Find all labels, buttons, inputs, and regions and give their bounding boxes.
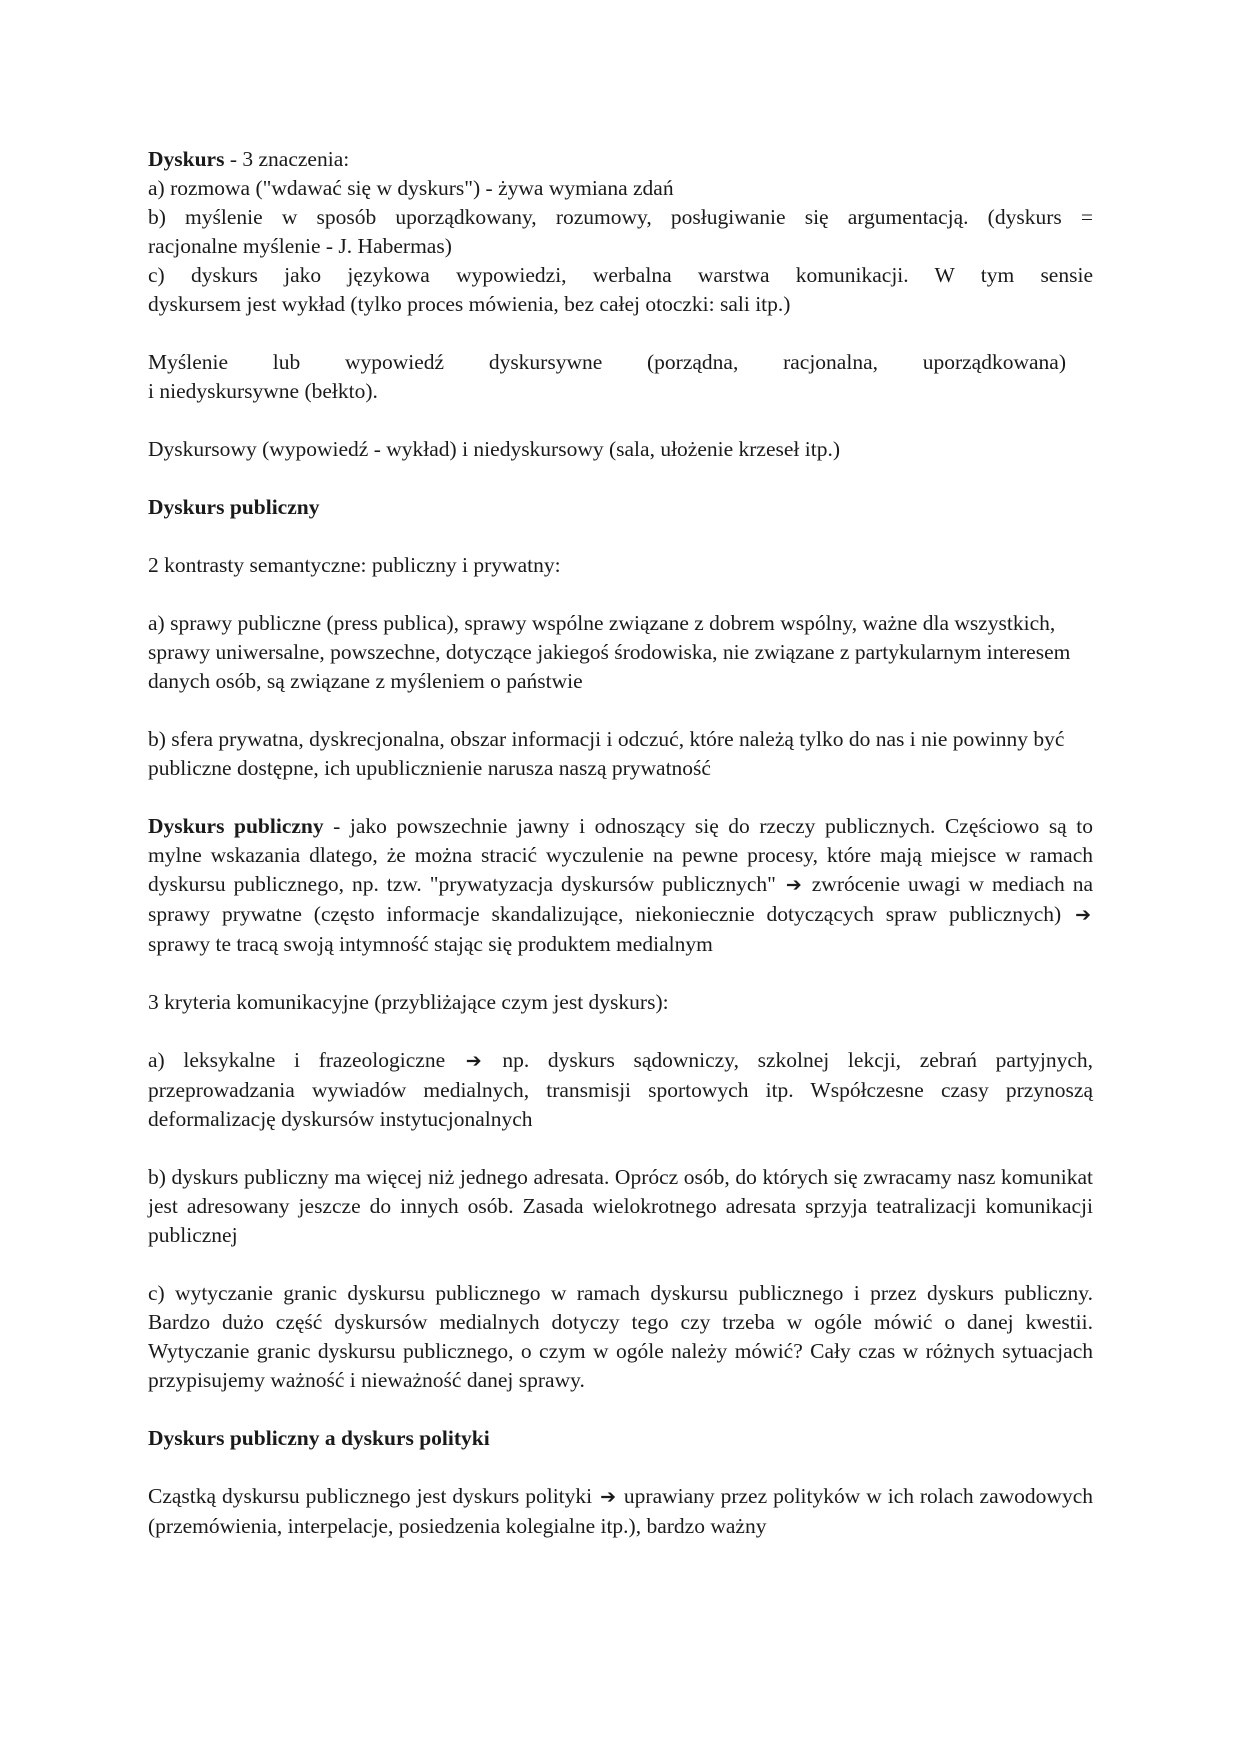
meaning-c-line1: c) dyskurs jako językowa wypowiedzi, werbalna warstwa komunikacji. W tym sensie xyxy=(148,263,1093,287)
meaning-b-line2: racjonalne myślenie - J. Habermas) xyxy=(148,234,452,258)
paragraph-contrast-b: b) sfera prywatna, dyskrecjonalna, obszar informacji i odczuć, które należą tylko do nas i nie powinny być publiczne dostępne, ich upublicznienie narusza naszą prywatność xyxy=(148,727,1065,780)
paragraph-criteria-b: b) dyskurs publiczny ma więcej niż jednego adresata. Oprócz osób, do których się zwracamy nasz komunikat jest adresowany jeszcze do innych osób. Zasada wielokrotnego adresata sprzyja teatralizacji komunikacji publicznej xyxy=(148,1165,1093,1247)
paragraph-public-discourse-definition: Dyskurs publiczny - jako powszechnie jawny i odnoszący się do rzeczy publicznych. Częściowo są to mylne wskazania dlatego, że można stracić wyczulenie na pewne procesy, które mają miejsce w ramach dyskursu publicznego, np. tzw. "prywatyzacja dyskursów publicznych" ➔ zwrócenie uwagi w mediach na sprawy prywatne (często informacje skandalizujące, niekoniecznie dotyczących spraw publicznych) ➔ sprawy te tracą swoją intymność stając się produktem medialnym xyxy=(148,814,1093,956)
term-dyskurs-publiczny: Dyskurs publiczny xyxy=(148,814,324,838)
paragraph-dyskursowy: Dyskursowy (wypowiedź - wykład) i niedyskursowy (sala, ułożenie krzeseł itp.) xyxy=(148,437,841,461)
meaning-a: a) rozmowa ("wdawać się w dyskurs") - żywa wymiana zdań xyxy=(148,176,674,200)
paragraph-discursive xyxy=(148,348,1093,406)
arrow-right-icon: ➔ xyxy=(465,1050,482,1072)
paragraph-contrasts-intro: 2 kontrasty semantyczne: publiczny i prywatny: xyxy=(148,553,561,577)
document-body xyxy=(148,145,1093,1541)
heading-dyskurs-publiczny: Dyskurs publiczny xyxy=(148,495,320,519)
arrow-right-icon: ➔ xyxy=(600,1486,616,1508)
meaning-b-line1: b) myślenie w sposób uporządkowany, rozumowy, posługiwanie się argumentacją. (dyskurs = xyxy=(148,205,1093,229)
heading-dyskurs-polityki: Dyskurs publiczny a dyskurs polityki xyxy=(148,1426,490,1450)
arrow-right-icon: ➔ xyxy=(785,874,802,896)
paragraph-criteria-c: c) wytyczanie granic dyskursu publicznego w ramach dyskursu publicznego i przez dyskurs publiczny. Bardzo dużo część dyskursów medialnych dotyczy tego czy trzeba w ogóle mówić o danej kwestii. Wytyczanie granic dyskursu publicznego, o czym w ogóle należy mówić? Cały czas w różnych sytuacjach przypisujemy ważność i nieważność danej sprawy. xyxy=(148,1281,1093,1392)
paragraph-dyskurs-meanings xyxy=(148,145,1093,319)
meanings-intro: Dyskurs - 3 znaczenia: xyxy=(148,147,350,171)
arrow-right-icon: ➔ xyxy=(1075,904,1091,926)
term-dyskurs: Dyskurs xyxy=(148,147,225,171)
discursive-line2: i niedyskursywne (bełkto). xyxy=(148,379,378,403)
discursive-line1: Myślenie lub wypowiedź dyskursywne (porządna, racjonalna, uporządkowana) xyxy=(148,350,1066,374)
paragraph-politics: Cząstką dyskursu publicznego jest dyskurs polityki ➔ uprawiany przez polityków w ich rolach zawodowych (przemówienia, interpelacje, posiedzenia kolegialne itp.), bardzo ważny xyxy=(148,1484,1093,1538)
meaning-c-line2: dyskursem jest wykład (tylko proces mówienia, bez całej otoczki: sali itp.) xyxy=(148,292,791,316)
paragraph-criteria-a: a) leksykalne i frazeologiczne ➔ np. dyskurs sądowniczy, szkolnej lekcji, zebrań partyjnych, przeprowadzania wywiadów medialnych, transmisji sportowych itp. Współczesne czasy przynoszą deformalizację dyskursów instytucjonalnych xyxy=(148,1048,1093,1131)
paragraph-criteria-intro: 3 kryteria komunikacyjne (przybliżające czym jest dyskurs): xyxy=(148,990,669,1014)
paragraph-contrast-a: a) sprawy publiczne (press publica), sprawy wspólne związane z dobrem wspólny, ważne dla wszystkich, sprawy uniwersalne, powszechne, dotyczące jakiegoś środowiska, nie związane z partykularnym interesem danych osób, są związane z myśleniem o państwie xyxy=(148,611,1071,693)
